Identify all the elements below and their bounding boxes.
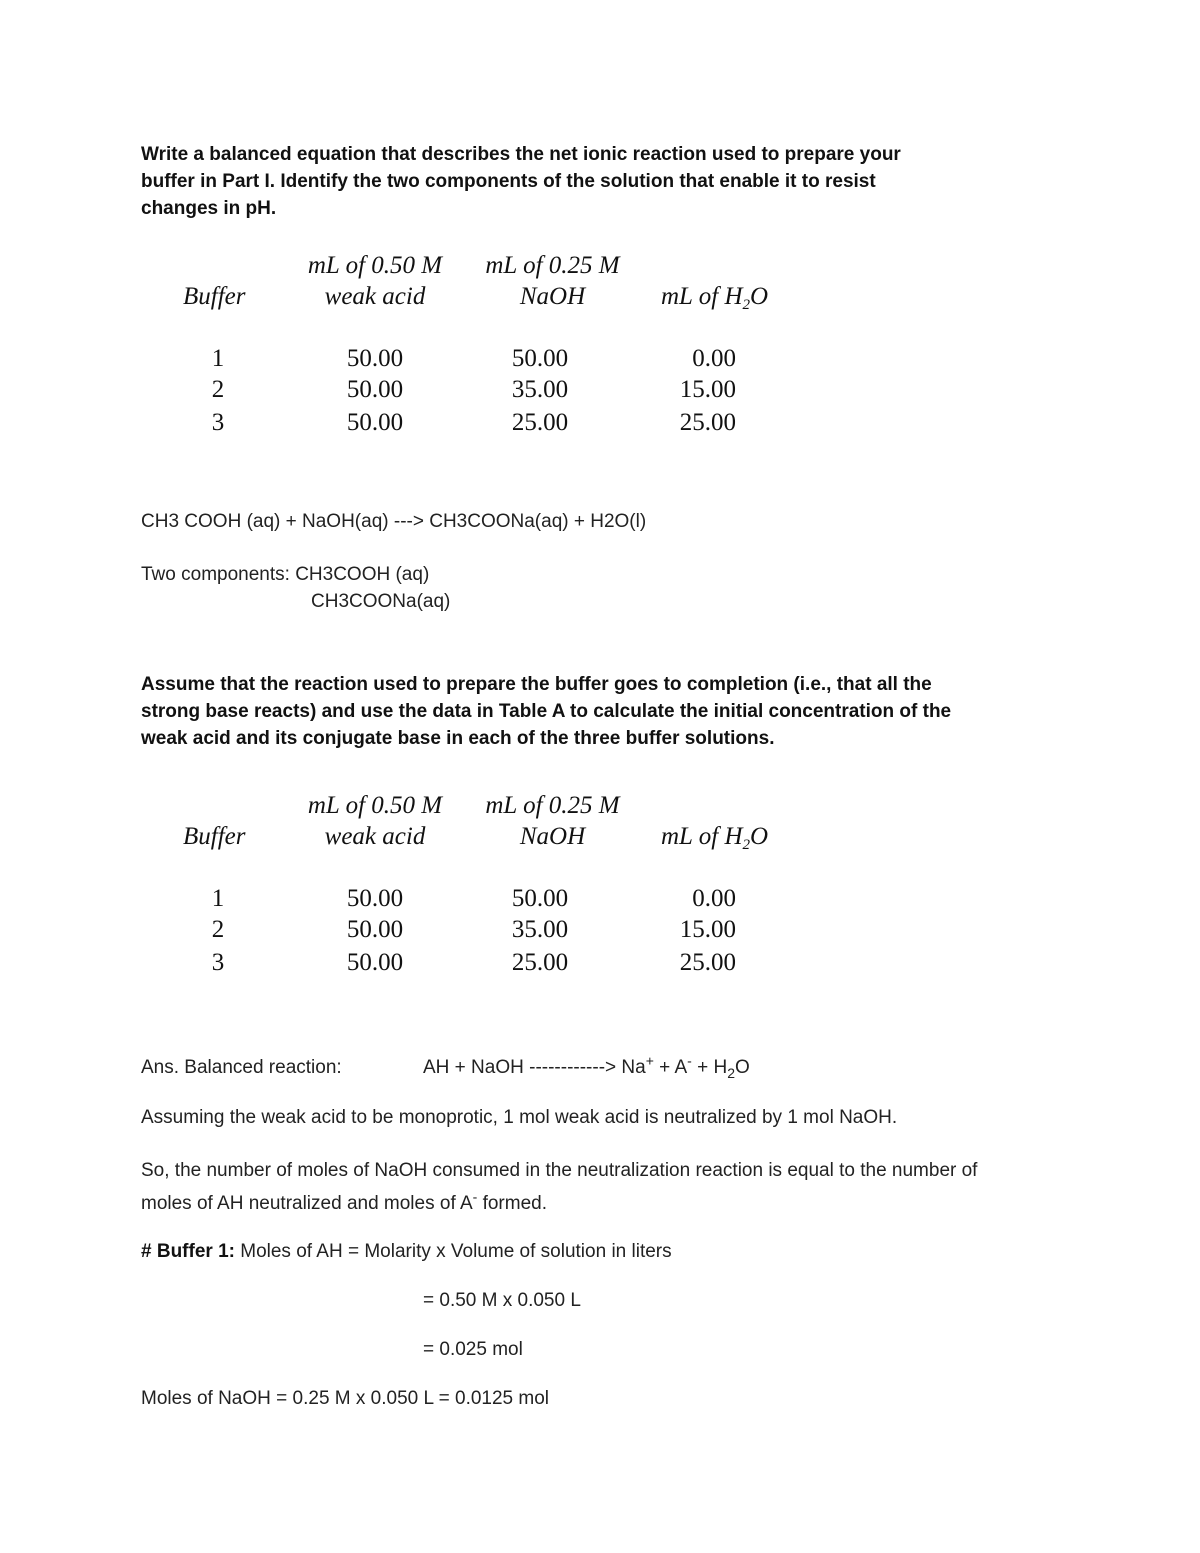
table-a-1 bbox=[0, 0, 1200, 460]
neutralization-paragraph bbox=[141, 1154, 977, 1220]
table-row-1-buffer: 1 bbox=[211, 345, 225, 372]
component-2: CH3COONa(aq) bbox=[311, 591, 451, 612]
calc-line-1: = 0.50 M x 0.050 L bbox=[423, 1290, 581, 1311]
col-header-naoh-line1: mL of 0.25 M bbox=[485, 792, 620, 819]
table-row-3-buffer: 3 bbox=[211, 949, 225, 976]
table-row-2-acid: 50.00 bbox=[346, 916, 404, 943]
question-2-line-2: strong base reacts) and use the data in Table A to calculate the initial concentration of the bbox=[141, 701, 952, 722]
table-a-2 bbox=[0, 540, 1200, 1000]
col-header-water: mL of $H_2O$ bbox=[661, 283, 769, 313]
col-header-naoh-line1: mL of 0.25 M bbox=[485, 252, 620, 279]
col-header-buffer: Buffer bbox=[183, 283, 246, 310]
table-row-2-buffer: 2 bbox=[211, 916, 225, 943]
table-row-2-water: 15.00 bbox=[679, 376, 736, 403]
table-row-2-buffer: 2 bbox=[211, 376, 225, 403]
col-header-buffer: Buffer bbox=[183, 823, 246, 850]
table-row-3-acid: 50.00 bbox=[346, 409, 404, 436]
table-row-1-buffer: 1 bbox=[211, 885, 225, 912]
col-header-naoh-line2: NaOH bbox=[519, 283, 586, 310]
naoh-moles-line: Moles of NaOH = 0.25 M x 0.050 L = 0.0125 mol bbox=[141, 1388, 550, 1409]
buffer-1-label: # Buffer 1: bbox=[141, 1241, 235, 1262]
balanced-reaction-equation: AH + NaOH ------------> $Na^+ + A^- + H_2O$ bbox=[423, 1052, 750, 1081]
table-row-1-naoh: 50.00 bbox=[511, 885, 569, 912]
table-row-3-naoh: 25.00 bbox=[511, 949, 569, 976]
two-components-label: Two components: CH3COOH (aq) bbox=[141, 564, 430, 585]
table-row-3-water: 25.00 bbox=[679, 409, 736, 436]
col-header-acid-line1: mL of 0.50 M bbox=[307, 792, 443, 819]
table-row-3-buffer: 3 bbox=[211, 409, 225, 436]
col-header-acid-line2: weak acid bbox=[324, 823, 426, 850]
question-2-line-3: weak acid and its conjugate base in each of the three buffer solutions. bbox=[141, 728, 775, 749]
table-row-3-water: 25.00 bbox=[679, 949, 736, 976]
table-row-2-naoh: 35.00 bbox=[511, 376, 569, 403]
table-row-1-acid: 50.00 bbox=[346, 885, 404, 912]
col-header-water: mL of $H_2O$ bbox=[661, 823, 769, 853]
question-1-line-3: changes in pH. bbox=[141, 198, 277, 219]
table-row-2-naoh: 35.00 bbox=[511, 916, 569, 943]
question-2-line-1: Assume that the reaction used to prepare the buffer goes to completion (i.e., that all the bbox=[141, 674, 932, 695]
col-header-acid-line1: mL of 0.50 M bbox=[307, 252, 443, 279]
col-header-acid-line2: weak acid bbox=[324, 283, 426, 310]
assumption-text: Assuming the weak acid to be monoprotic, 1 mol weak acid is neutralized by 1 mol NaOH. bbox=[141, 1107, 898, 1128]
question-1-line-1: Write a balanced equation that describes the net ionic reaction used to prepare your bbox=[141, 144, 901, 165]
table-row-1-water: 0.00 bbox=[692, 345, 736, 372]
calc-line-2: = 0.025 mol bbox=[423, 1339, 523, 1360]
neutralization-line-2: moles of AH neutralized and moles of A- formed. bbox=[141, 1188, 548, 1214]
neutralization-line-1: So, the number of moles of NaOH consumed in the neutralization reaction is equal to the number of bbox=[141, 1160, 978, 1181]
question-1-line-2: buffer in Part I. Identify the two components of the solution that enable it to resist bbox=[141, 171, 876, 192]
table-row-1-water: 0.00 bbox=[692, 885, 736, 912]
reaction-equation: CH3 COOH (aq) + NaOH(aq) ---> CH3COONa(aq) + H2O(l) bbox=[141, 511, 647, 532]
col-header-naoh-line2: NaOH bbox=[519, 823, 586, 850]
table-row-3-acid: 50.00 bbox=[346, 949, 404, 976]
buffer-1-line: # Buffer 1: Moles of AH = Molarity x Volume of solution in liters bbox=[141, 1241, 672, 1262]
table-row-2-water: 15.00 bbox=[679, 916, 736, 943]
table-row-1-acid: 50.00 bbox=[346, 345, 404, 372]
table-row-2-acid: 50.00 bbox=[346, 376, 404, 403]
table-row-1-naoh: 50.00 bbox=[511, 345, 569, 372]
balanced-reaction-label: Ans. Balanced reaction: bbox=[141, 1057, 342, 1078]
table-row-3-naoh: 25.00 bbox=[511, 409, 569, 436]
